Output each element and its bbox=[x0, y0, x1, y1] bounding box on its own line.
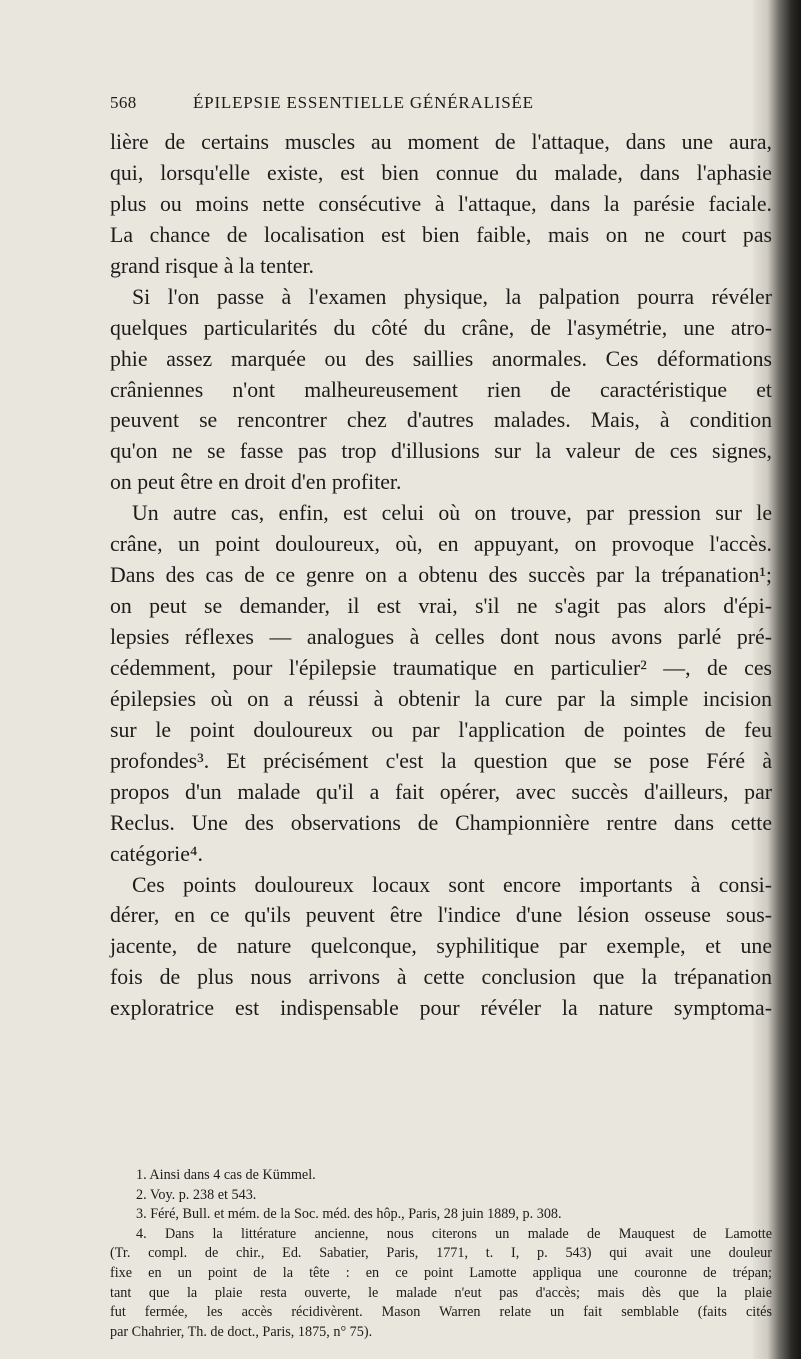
text-line: Dans des cas de ce genre on a obtenu des succès par la trépanation¹; bbox=[110, 563, 772, 588]
text-line: fois de plus nous arrivons à cette conclusion que la trépanation bbox=[110, 965, 772, 990]
text-line: Un autre cas, enfin, est celui où on trouve, par pression sur le bbox=[132, 501, 772, 526]
text-line: Ces points douloureux locaux sont encore importants à consi- bbox=[132, 872, 772, 897]
footnote-line: (Tr. compl. de chir., Ed. Sabatier, Paris, 1771, t. I, p. 543) qui avait une douleur bbox=[110, 1245, 772, 1262]
footnote-line: 3. Féré, Bull. et mém. de la Soc. méd. des hôp., Paris, 28 juin 1889, p. 308. bbox=[136, 1206, 562, 1223]
footnote-line: fixe en un point de la tête : en ce point Lamotte appliqua une couronne de trépan; bbox=[110, 1264, 772, 1281]
text-line: plus ou moins nette consécutive à l'attaque, dans la parésie faciale. bbox=[110, 191, 772, 216]
text-line: Reclus. Une des observations de Championnière rentre dans cette bbox=[110, 810, 772, 835]
footnote-line: fut fermée, les accès récidivèrent. Mason Warren relate un fait semblable (faits cités bbox=[110, 1304, 772, 1321]
text-line: profondes³. Et précisément c'est la question que se pose Féré à bbox=[110, 748, 772, 773]
text-line: Si l'on passe à l'examen physique, la palpation pourra révéler bbox=[132, 284, 772, 309]
footnote-line: par Chahrier, Th. de doct., Paris, 1875, n° 75). bbox=[110, 1323, 373, 1340]
text-line: lière de certains muscles au moment de l'attaque, dans une aura, bbox=[110, 130, 772, 154]
text-line: on peut se demander, il est vrai, s'il ne s'agit pas alors d'épi- bbox=[110, 594, 772, 619]
page-number: 568 bbox=[110, 93, 137, 112]
text-line: jacente, de nature quelconque, syphilitique par exemple, et une bbox=[110, 934, 772, 959]
text-line: qui, lorsqu'elle existe, est bien connue du malade, dans l'aphasie bbox=[110, 160, 772, 185]
footnote-line: tant que la plaie resta ouverte, le malade n'eut pas d'accès; mais dès que la plaie bbox=[110, 1284, 772, 1301]
footnote-line: 4. Dans la littérature ancienne, nous citerons un malade de Mauquest de Lamotte bbox=[136, 1225, 772, 1242]
text-line: cédemment, pour l'épilepsie traumatique en particulier² —, de ces bbox=[110, 655, 772, 680]
text-line: lepsies réflexes — analogues à celles dont nous avons parlé pré- bbox=[110, 625, 772, 649]
body-text bbox=[110, 127, 772, 1024]
text-line: on peut être en droit d'en profiter. bbox=[110, 470, 402, 495]
text-line: sur le point douloureux ou par l'application de pointes de feu bbox=[110, 717, 772, 742]
running-head bbox=[110, 93, 750, 117]
text-line: phie assez marquée ou des saillies anormales. Ces déformations bbox=[110, 346, 772, 371]
text-line: dérer, en ce qu'ils peuvent être l'indice d'une lésion osseuse sous- bbox=[110, 903, 772, 928]
text-line: La chance de localisation est bien faible, mais on ne court pas bbox=[110, 222, 772, 247]
text-line: propos d'un malade qu'il a fait opérer, avec succès d'ailleurs, par bbox=[110, 779, 772, 804]
footnote-line: 2. Voy. p. 238 et 543. bbox=[136, 1186, 257, 1203]
running-title: ÉPILEPSIE ESSENTIELLE GÉNÉRALISÉE bbox=[193, 93, 534, 112]
text-line: crâne, un point douloureux, où, en appuyant, on provoque l'accès. bbox=[110, 532, 772, 557]
text-line: exploratrice est indispensable pour révéler la nature symptoma- bbox=[110, 996, 772, 1021]
footnote-line: 1. Ainsi dans 4 cas de Kümmel. bbox=[136, 1167, 316, 1183]
footnotes bbox=[110, 1166, 772, 1342]
text-line: quelques particularités du côté du crâne, de l'asymétrie, une atro- bbox=[110, 315, 772, 340]
text-line: catégorie⁴. bbox=[110, 841, 203, 866]
text-line: crâniennes n'ont malheureusement rien de caractéristique et bbox=[110, 377, 772, 402]
text-line: peuvent se rencontrer chez d'autres malades. Mais, à condition bbox=[110, 408, 772, 433]
text-line: épilepsies où on a réussi à obtenir la cure par la simple incision bbox=[110, 686, 772, 711]
text-line: grand risque à la tenter. bbox=[110, 253, 314, 278]
text-line: qu'on ne se fasse pas trop d'illusions sur la valeur de ces signes, bbox=[110, 439, 772, 464]
